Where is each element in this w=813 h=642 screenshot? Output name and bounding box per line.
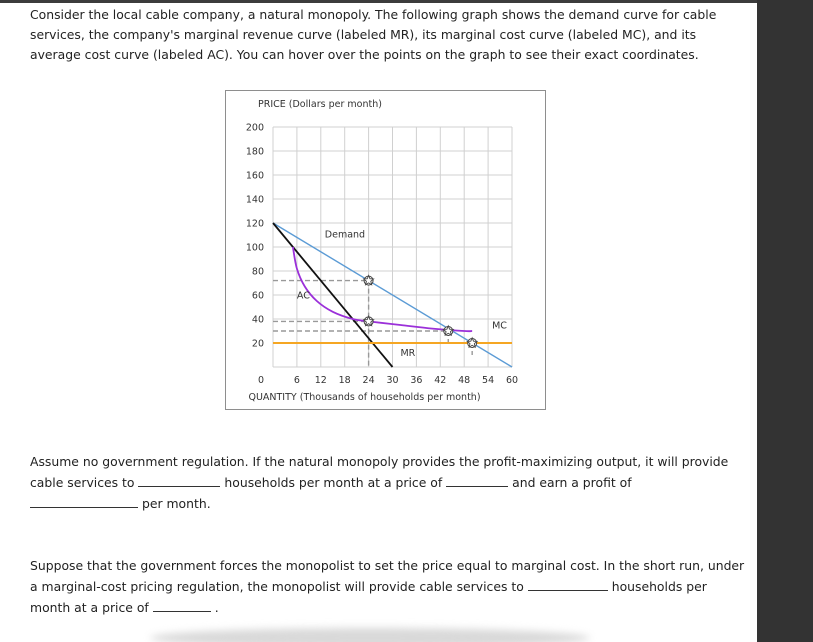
x-tick-label: 30 xyxy=(386,375,399,386)
graph-container xyxy=(225,90,546,410)
x-tick-label: 48 xyxy=(458,375,471,386)
y-tick-label: 140 xyxy=(245,194,264,206)
top-border xyxy=(0,0,813,3)
hover-point[interactable] xyxy=(364,316,374,326)
monopoly-graph xyxy=(226,91,545,409)
x-tick-label: 18 xyxy=(338,375,351,386)
question2-part3: . xyxy=(214,600,219,615)
mr-label: MR xyxy=(400,348,416,360)
y-axis-title: PRICE (Dollars per month) xyxy=(258,99,382,110)
question1-part3: and earn a profit of xyxy=(512,475,632,490)
x-tick-label: 6 xyxy=(293,375,300,386)
profit-answer-blank[interactable] xyxy=(30,493,138,508)
quantity-answer-blank[interactable] xyxy=(138,472,220,487)
hover-point[interactable] xyxy=(364,275,374,285)
x-tick-label: 42 xyxy=(434,375,447,386)
x-tick-label: 0 xyxy=(257,375,265,386)
regulated-quantity-blank[interactable] xyxy=(528,576,608,591)
y-tick-label: 40 xyxy=(251,314,264,326)
question1-part1: Assume no government regulation. If the natural monopoly provides the profit-maximizing output, it will provide cable services to xyxy=(30,454,729,490)
y-tick-label: 20 xyxy=(251,338,264,350)
question2-part1: Suppose that the government forces the monopolist to set the price equal to marginal cost. In the short run, under a marginal-cost pricing regulation, the monopolist will provide cable services to xyxy=(30,558,745,594)
question1-part2: households per month at a price of xyxy=(224,475,443,490)
y-tick-label: 60 xyxy=(251,290,264,302)
question2-part2: households per month at a price of xyxy=(30,579,707,615)
question-no-regulation xyxy=(30,452,740,514)
intro-text: Consider the local cable company, a natural monopoly. The following graph shows the demand curve for cable services, the company's marginal revenue curve (labeled MR), its marginal cost curve (labeled MC), and its average cost curve (labeled AC). You can hover over the points on the graph to see their exact coordinates. xyxy=(30,7,717,62)
hover-point[interactable] xyxy=(467,338,477,348)
y-tick-label: 80 xyxy=(251,266,264,278)
x-tick-label: 12 xyxy=(314,375,327,386)
y-tick-label: 200 xyxy=(245,122,264,134)
y-tick-label: 100 xyxy=(245,242,264,254)
x-tick-label: 54 xyxy=(482,375,495,386)
right-sidebar xyxy=(757,0,813,642)
bottom-shadow xyxy=(150,628,590,642)
y-tick-label: 180 xyxy=(245,146,264,158)
x-axis-title: QUANTITY (Thousands of households per month) xyxy=(248,392,481,403)
x-tick-label: 36 xyxy=(410,375,423,386)
y-tick-label: 120 xyxy=(245,218,264,230)
question1-part4: per month. xyxy=(141,496,211,511)
question-mc-pricing xyxy=(30,556,745,618)
demand-label: Demand xyxy=(324,229,366,241)
x-tick-label: 24 xyxy=(362,375,375,386)
y-tick-label: 160 xyxy=(245,170,264,182)
x-tick-label: 60 xyxy=(505,375,519,386)
price-answer-blank[interactable] xyxy=(446,472,508,487)
regulated-price-blank[interactable] xyxy=(153,597,211,612)
mc-label: MC xyxy=(492,320,507,332)
ac-label: AC xyxy=(296,290,310,302)
